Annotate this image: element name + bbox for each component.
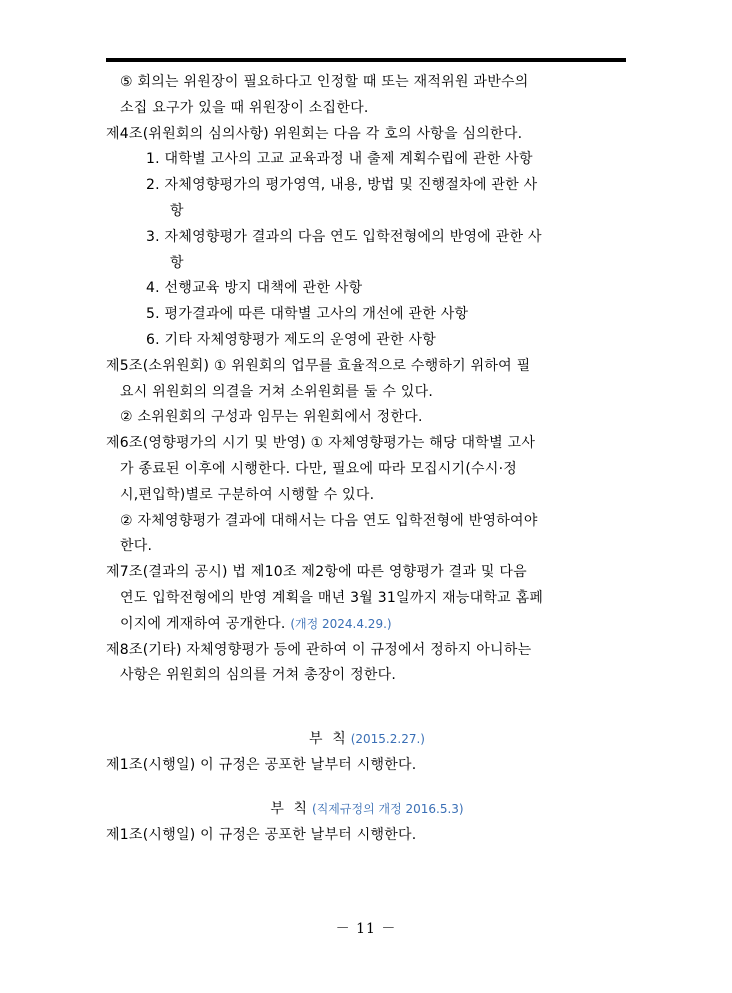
addendum1-header — [106, 727, 628, 753]
addendum2-article1: 제1조(시행일) 이 규정은 공포한 날부터 시행한다. — [106, 826, 417, 843]
addendum1-title: 부 칙 — [309, 731, 346, 748]
article7-line3-text: 이지에 게재하여 공개한다. — [120, 615, 286, 632]
article3-item5-line1: ⑤ 회의는 위원장이 필요하다고 인정할 때 또는 재적위원 과반수의 — [120, 74, 529, 90]
article4-item1: 1. 대학별 고사의 고교 교육과정 내 출제 계획수립에 관한 사항 — [146, 151, 533, 168]
addendum1-article1: 제1조(시행일) 이 규정은 공포한 날부터 시행한다. — [106, 756, 417, 773]
article4-item3-line2: 항 — [170, 254, 184, 271]
amendment-note: (개정 2024.4.29.) — [290, 616, 392, 631]
article4-item5: 5. 평가결과에 따른 대학별 고사의 개선에 관한 사항 — [146, 306, 469, 323]
addendum1-date: (2015.2.27.) — [350, 732, 425, 747]
addendum2-date: (직제규정의 개정 2016.5.3) — [312, 801, 464, 816]
article4-item4: 4. 선행교육 방지 대책에 관한 사항 — [146, 280, 363, 297]
section-gap — [106, 779, 628, 797]
article5-line1: 제5조(소위원회) ① 위원회의 업무를 효율적으로 수행하기 위하여 필 — [106, 357, 531, 374]
article8-line1: 제8조(기타) 자체영향평가 등에 관하여 이 규정에서 정하지 아니하는 — [106, 641, 532, 658]
addendum2-header — [106, 797, 628, 823]
article5-para2: ② 소위원회의 구성과 임무는 위원회에서 정한다. — [120, 409, 423, 426]
article6-line3: 시,편입학)별로 구분하여 시행할 수 있다. — [120, 486, 375, 503]
article5-line2: 요시 위원회의 의결을 거쳐 소위원회를 둘 수 있다. — [120, 383, 434, 400]
section-gap — [106, 689, 628, 727]
article6-para2-line2: 한다. — [120, 538, 153, 555]
article8-line2: 사항은 위원회의 심의를 거쳐 총장이 정한다. — [120, 667, 397, 684]
article4-item3-line1: 3. 자체영향평가 결과의 다음 연도 입학전형에의 반영에 관한 사 — [146, 228, 542, 245]
page-number: － 11 － — [335, 921, 397, 937]
article4-item2-line2: 항 — [170, 202, 184, 219]
article6-line2: 가 종료된 이후에 시행한다. 다만, 필요에 따라 모집시기(수시·정 — [120, 460, 518, 477]
document-body — [106, 70, 628, 848]
article7-line2: 연도 입학전형에의 반영 계획을 매년 3월 31일까지 재능대학교 홈페 — [120, 589, 544, 606]
article4-item2-line1: 2. 자체영향평가의 평가영역, 내용, 방법 및 진행절차에 관한 사 — [146, 177, 538, 194]
article7-line3 — [106, 612, 628, 638]
addendum2-title: 부 칙 — [270, 800, 308, 817]
article6-line1: 제6조(영향평가의 시기 및 반영) ① 자체영향평가는 해당 대학별 고사 — [106, 435, 536, 452]
article3-item5-line2: 소집 요구가 있을 때 위원장이 소집한다. — [120, 99, 369, 116]
article7-line1: 제7조(결과의 공시) 법 제10조 제2항에 따른 영향평가 결과 및 다음 — [106, 564, 527, 581]
article6-para2-line1: ② 자체영향평가 결과에 대해서는 다음 연도 입학전형에 반영하여야 — [120, 512, 538, 529]
article4-heading: 제4조(위원회의 심의사항) 위원회는 다음 각 호의 사항을 심의한다. — [106, 125, 523, 142]
article4-item6: 6. 기타 자체영향평가 제도의 운영에 관한 사항 — [146, 331, 436, 348]
top-rule — [106, 58, 626, 62]
